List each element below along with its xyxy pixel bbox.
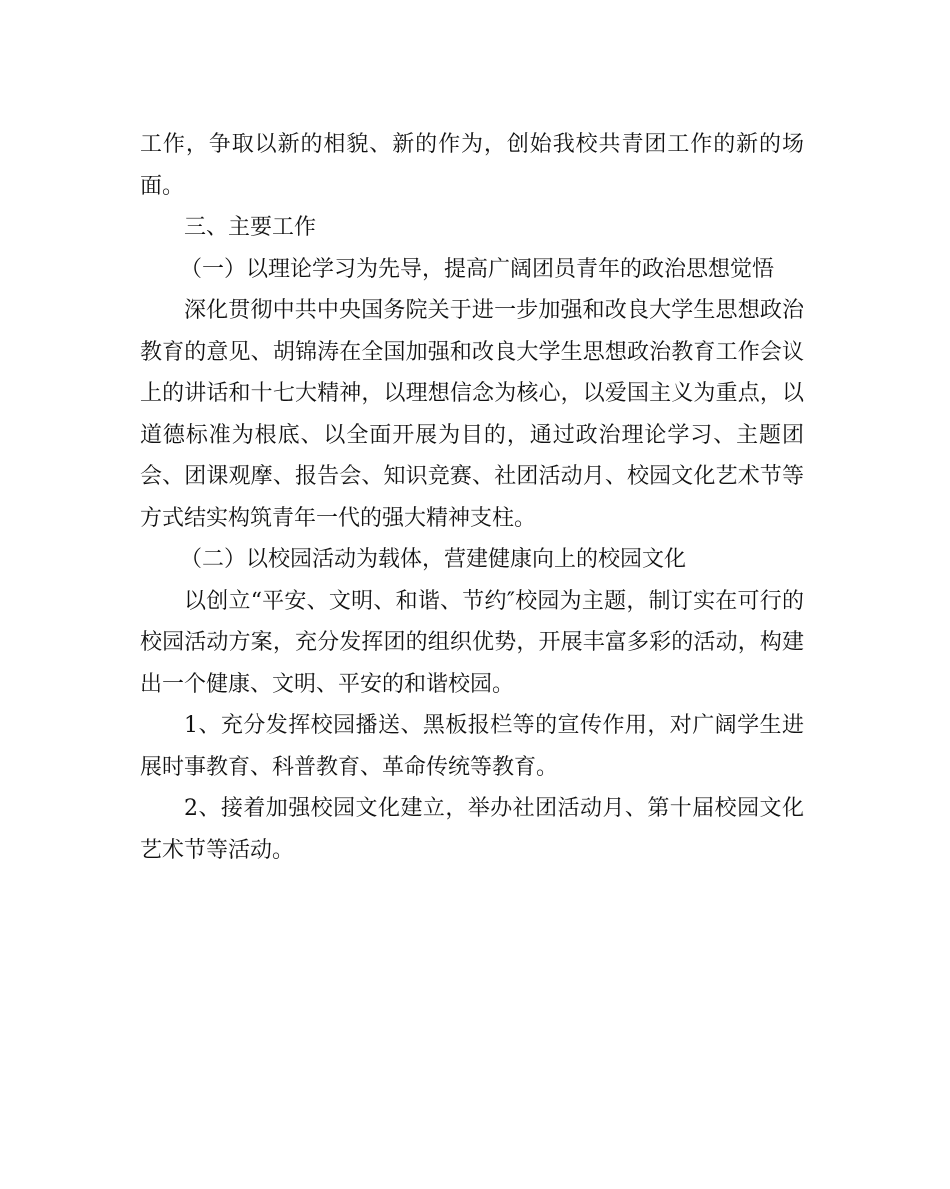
list-item-publicity: 1、充分发挥校园播送、黑板报栏等的宣传作用，对广阔学生进展时事教育、科普教育、革命传统等教育。 <box>140 713 804 780</box>
list-item-campus-culture: 2、接着加强校园文化建立，举办社团活动月、第十届校园文化艺术节等活动。 <box>140 796 804 863</box>
document-body <box>140 124 804 871</box>
paragraph-intro-continuation: 工作，争取以新的相貌、新的作为，创始我校共青团工作的新的场面。 <box>140 132 804 199</box>
paragraph-theory-study-body: 深化贯彻中共中央国务院关于进一步加强和改良大学生思想政治教育的意见、胡锦涛在全国加强和改良大学生思想政治教育工作会议上的讲话和十七大精神，以理想信念为核心，以爱国主义为重点，以道德标准为根底、以全面开展为目的，通过政治理论学习、主题团会、团课观摩、报告会、知识竞赛、社团活动月、校园文化艺术节等方式结实构筑青年一代的强大精神支柱。 <box>140 298 804 531</box>
paragraph-campus-activities-body: 以创立“平安、文明、和谐、节约″校园为主题，制订实在可行的校园活动方案，充分发挥团的组织优势，开展丰富多彩的活动，构建出一个健康、文明、平安的和谐校园。 <box>140 588 804 697</box>
section-heading-main-work: 三、主要工作 <box>184 215 317 240</box>
subsection-heading-campus-activities: （二）以校园活动为载体，营建健康向上的校园文化 <box>180 547 687 572</box>
subsection-heading-theory-study: （一）以理论学习为先导，提高广阔团员青年的政治思想觉悟 <box>180 256 775 282</box>
